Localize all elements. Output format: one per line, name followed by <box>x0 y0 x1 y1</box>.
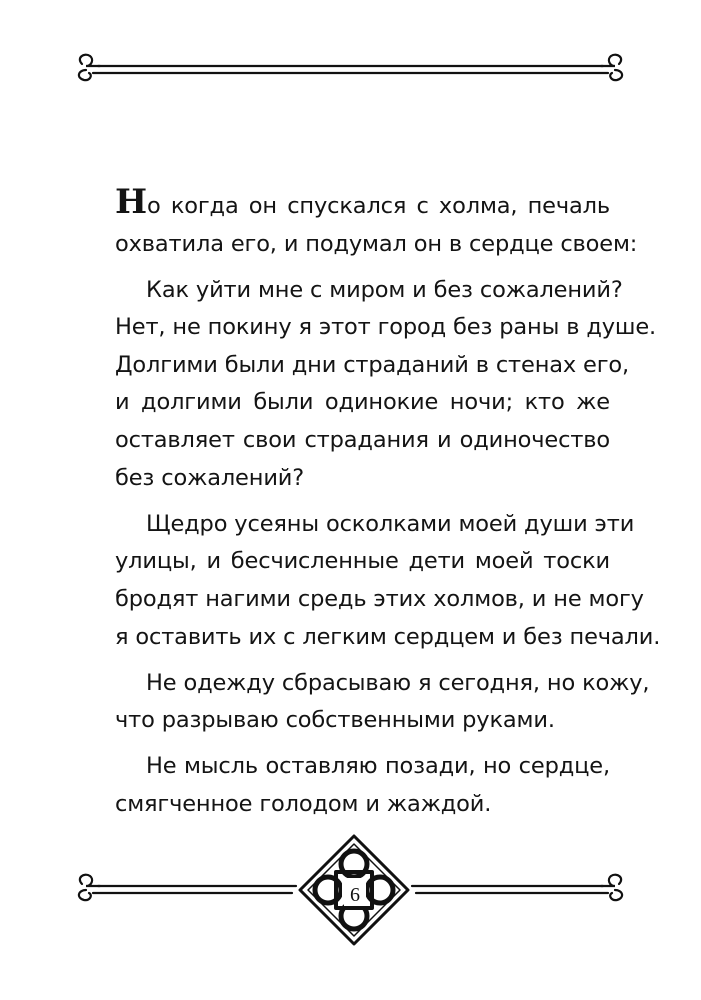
text-line: улицы, и бесчисленные дети моей тоски <box>115 548 610 575</box>
text-line: Долгими были дни страданий в стенах его, <box>115 351 630 378</box>
paragraph <box>115 272 657 498</box>
text-line: Не одежду сбрасываю я сегодня, но кожу, <box>146 669 650 696</box>
paragraph <box>115 506 661 656</box>
main-text <box>115 182 661 832</box>
text-line: Но когда он спускался с холма, печаль <box>115 182 610 222</box>
text-line: бродят нагими средь этих холмов, и не могу <box>115 585 644 612</box>
paragraph <box>115 748 610 823</box>
paragraph <box>115 182 638 263</box>
text-line: и долгими были одинокие ночи; кто же <box>115 389 610 416</box>
text-line: Щедро усеяны осколками моей души эти <box>146 510 635 537</box>
text-line: без сожалений? <box>115 464 305 491</box>
paragraph <box>115 665 650 740</box>
text-line: Не мысль оставляю позади, но сердце, <box>146 753 610 780</box>
text-line: смягченное голодом и жаждой. <box>115 790 492 817</box>
top-ornamental-rule <box>0 40 701 90</box>
page-number: 6 <box>344 884 366 906</box>
text-line: я оставить их с легким сердцем и без печали. <box>115 623 661 650</box>
text-line: охватила его, и подумал он в сердце своем: <box>115 230 638 257</box>
text-line: что разрываю собственными руками. <box>115 707 555 734</box>
text-line: Нет, не покину я этот город без раны в душе. <box>115 314 657 341</box>
text-line: Как уйти мне с миром и без сожалений? <box>146 276 623 303</box>
text-line: оставляет свои страдания и одиночество <box>115 427 610 454</box>
drop-cap: Н <box>115 182 147 222</box>
